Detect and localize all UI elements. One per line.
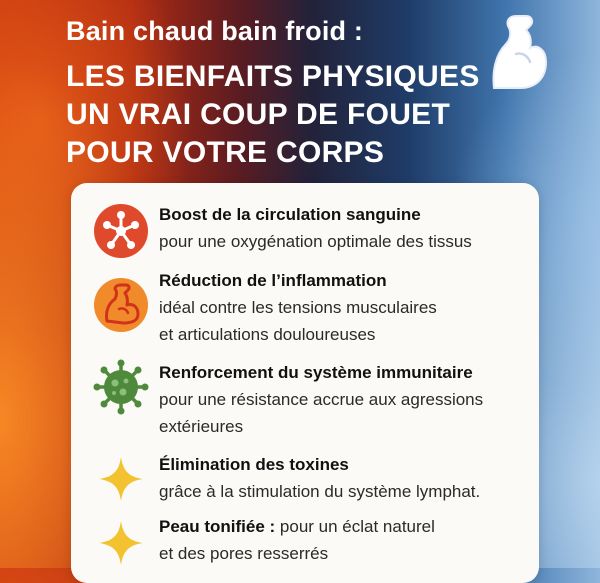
title-line-1: LES BIENFAITS PHYSIQUES [66,60,480,93]
benefit-title: Réduction de l’inflammation [159,271,387,290]
benefit-title: Peau tonifiée : [159,517,276,536]
benefit-text: pour une oxygénation optimale des tissus [159,232,472,251]
title [66,58,536,172]
benefit-title: Boost de la circulation sanguine [159,205,421,224]
sparkle-icon [93,515,149,571]
title-line-2: UN VRAI COUP DE FOUET [66,98,451,131]
benefit-title-row [159,513,531,540]
benefit-text: grâce à la stimulation du système lymphat. [159,482,481,501]
benefit-title: Renforcement du système immunitaire [159,363,473,382]
flexed-arm-icon [486,10,550,92]
header [66,14,536,172]
circulation-network-icon [93,203,149,259]
benefit-text: extérieures [159,417,244,436]
sparkle-icon [93,451,149,507]
flexed-arm-icon [93,277,149,333]
benefit-inline-text: pour un éclat naturel [275,517,435,536]
benefit-text: idéal contre les tensions musculaires [159,298,437,317]
benefit-text: pour une résistance accrue aux agressions [159,390,484,409]
benefits-card [71,183,539,583]
subtitle: Bain chaud bain froid : [66,16,364,46]
benefit-title: Élimination des toxines [159,455,349,474]
title-line-3: POUR VOTRE CORPS [66,136,385,169]
benefit-text: et des pores resserrés [159,544,329,563]
virus-icon [93,359,149,415]
benefit-text: et articulations douloureuses [159,325,376,344]
